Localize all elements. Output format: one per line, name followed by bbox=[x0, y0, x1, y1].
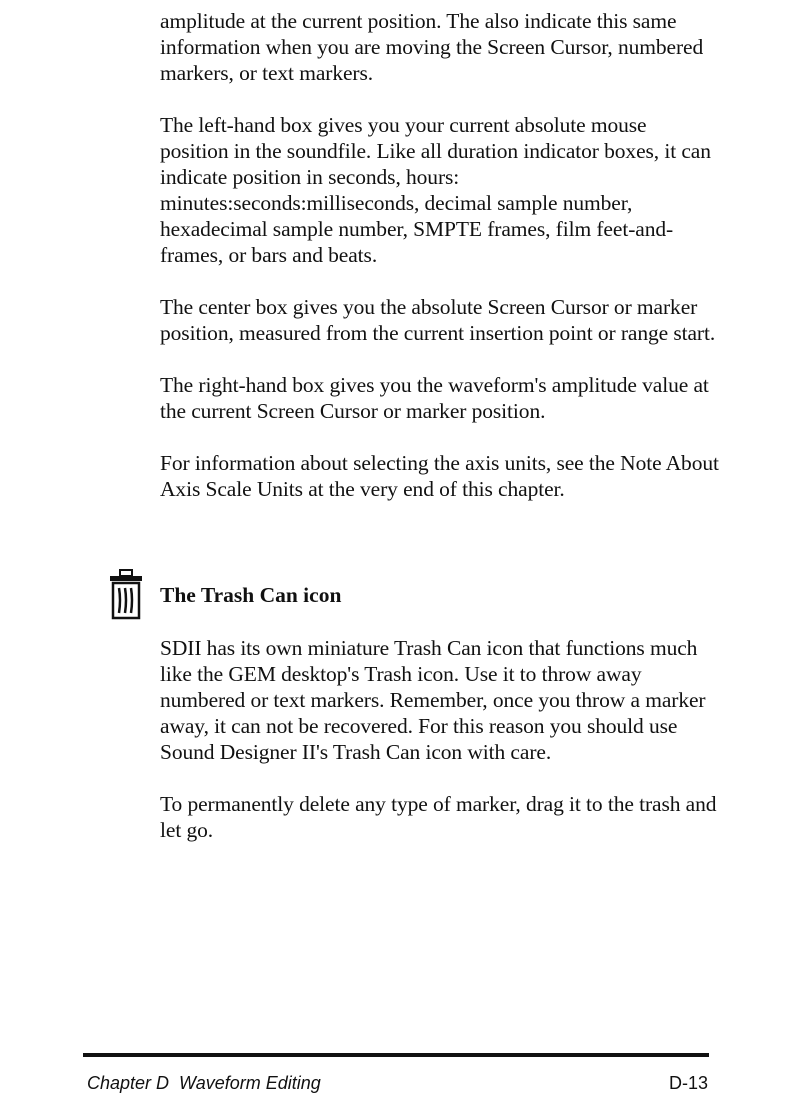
paragraph: The right-hand box gives you the waveform's amplitude value at the current Screen Cursor or marker position. bbox=[160, 373, 709, 423]
paragraph: For information about selecting the axis units, see the Note About Axis Scale Units at the very end of this chapter. bbox=[160, 451, 719, 501]
section-heading-row bbox=[108, 568, 708, 624]
paragraph: The center box gives you the absolute Screen Cursor or marker position, measured from the current insertion point or range start. bbox=[160, 295, 716, 345]
paragraph: SDII has its own miniature Trash Can icon that functions much like the GEM desktop's Trash icon. Use it to throw away numbered or text markers. Remember, once you throw a marker away, it can not be recovered. For this reason you should use Sound Designer II's Trash Can icon with care. bbox=[160, 636, 706, 764]
footer-rule bbox=[83, 1053, 709, 1057]
paragraph: The left-hand box gives you your current absolute mouse position in the soundfile. Like all duration indicator boxes, it can indicate position in seconds, hours: minutes:seconds:milliseconds, decimal sample number, hexadecimal sample number, SMPTE frames, film feet-and-frames, or bars and beats. bbox=[160, 113, 711, 267]
section-heading: The Trash Can icon bbox=[160, 583, 342, 607]
paragraph: amplitude at the current position. The also indicate this same information when you are moving the Screen Cursor, numbered markers, or text markers. bbox=[160, 9, 704, 85]
paragraph: To permanently delete any type of marker, drag it to the trash and let go. bbox=[160, 792, 717, 842]
page-number: D-13 bbox=[668, 1073, 708, 1093]
trash-can-icon bbox=[108, 568, 144, 624]
body-text-bottom bbox=[160, 635, 720, 869]
body-text-top bbox=[160, 8, 720, 528]
footer-chapter-title: Chapter D Waveform Editing bbox=[87, 1073, 321, 1093]
